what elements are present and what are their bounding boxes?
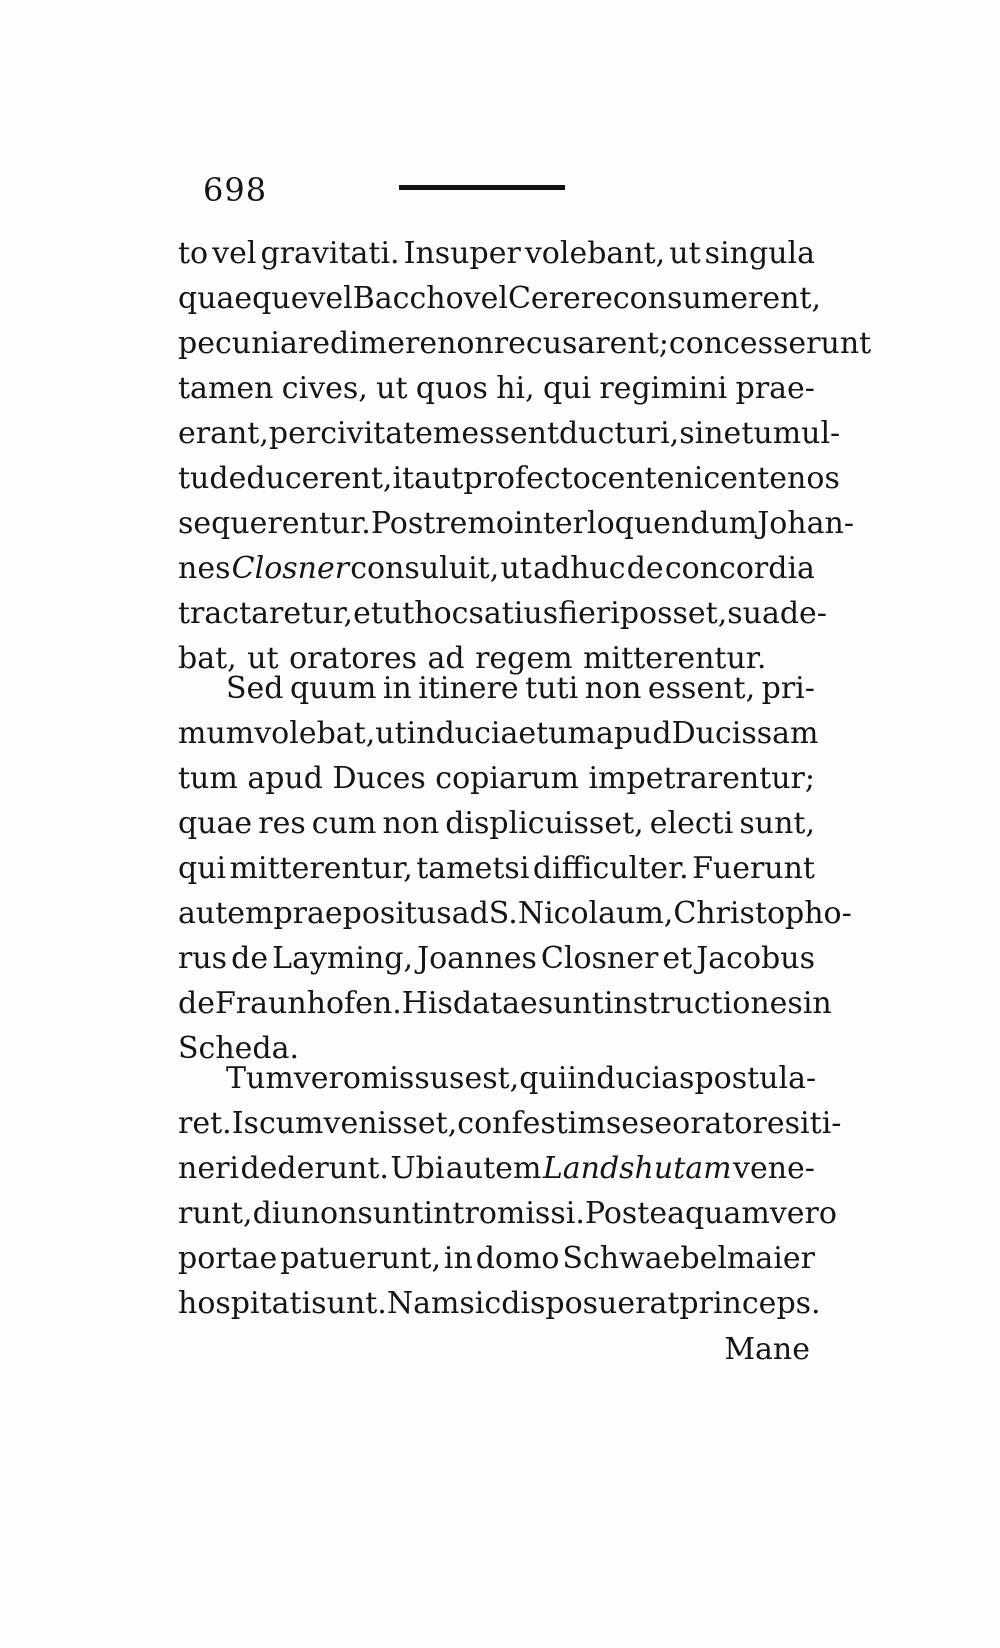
paragraph-line <box>178 321 872 366</box>
paragraph-line <box>178 276 821 321</box>
word: copiarum <box>435 761 579 796</box>
word: ut <box>376 371 408 406</box>
word: quum <box>290 671 377 706</box>
word: adhuc <box>533 551 626 586</box>
paragraph-line <box>178 1281 821 1326</box>
word: Ducissam <box>671 716 819 751</box>
word: singula <box>704 236 815 271</box>
word: in <box>802 986 832 1021</box>
word: de <box>231 941 269 976</box>
word: intromissi. <box>423 1196 585 1231</box>
word: vel <box>463 281 508 316</box>
word: volebant, <box>524 236 666 271</box>
word: apud <box>247 761 323 796</box>
word: sunt. <box>311 1286 387 1321</box>
word: et <box>662 941 693 976</box>
paragraph-line <box>178 1056 815 1101</box>
word: ita <box>392 461 432 496</box>
word: confestim <box>457 1106 606 1141</box>
word: cives, <box>281 371 368 406</box>
word: prae- <box>735 371 815 406</box>
word: datae <box>452 986 538 1021</box>
word: satius <box>468 596 559 631</box>
word: Christopho- <box>673 896 852 931</box>
word: profecto <box>463 461 591 496</box>
word: de <box>178 986 215 1021</box>
word: concordia <box>664 551 815 586</box>
word: gravitati. <box>260 236 400 271</box>
word: autem <box>445 1151 542 1186</box>
word: instructiones <box>603 986 803 1021</box>
word: Layming, <box>272 941 414 976</box>
catchword: Mane <box>724 1332 810 1367</box>
paragraph-line <box>178 666 815 711</box>
word: Joannes <box>417 941 537 976</box>
word: Schwaebelmaier <box>562 1241 815 1276</box>
word: pecunia <box>178 326 298 361</box>
word: quaeque <box>178 281 309 316</box>
word: non <box>382 806 440 841</box>
word: mitterentur. <box>583 641 767 676</box>
word: tamen <box>178 371 274 406</box>
word: ut <box>500 551 532 586</box>
word: centeni <box>590 461 704 496</box>
word: cum <box>311 806 377 841</box>
word: dederunt. <box>240 1151 389 1186</box>
word: posset, <box>619 596 728 631</box>
word: est, <box>464 1061 520 1096</box>
word: disposuerat <box>501 1286 680 1321</box>
paragraph-line <box>178 231 815 276</box>
word: loquendum <box>586 506 758 541</box>
paragraph-line <box>178 801 815 846</box>
word: S. <box>488 896 518 931</box>
word: diu <box>252 1196 301 1231</box>
word: volebat, <box>254 716 376 751</box>
word: princeps. <box>679 1286 821 1321</box>
word: electi <box>649 806 734 841</box>
word: sine <box>679 416 742 451</box>
word: difficulter. <box>532 851 689 886</box>
paragraph-line <box>178 1191 837 1236</box>
paragraph-line <box>178 456 840 501</box>
header-rule <box>399 185 565 190</box>
word: apud <box>595 716 672 751</box>
word: ducturi, <box>559 416 680 451</box>
word: tumul- <box>741 416 841 451</box>
word: sequerentur. <box>178 506 371 541</box>
word: qui <box>178 851 227 886</box>
word: runt, <box>178 1196 253 1231</box>
word: Closner <box>540 941 659 976</box>
word: in <box>382 671 412 706</box>
word: tum <box>178 761 238 796</box>
paragraph-line <box>178 366 815 411</box>
paragraph-line <box>178 546 815 591</box>
word: ut <box>431 461 464 496</box>
word: suade- <box>727 596 827 631</box>
word: erant, <box>178 416 269 451</box>
word: nes <box>178 551 231 586</box>
word: Closner <box>231 551 350 586</box>
paragraph-3 <box>178 1056 842 1326</box>
word: qui <box>542 371 592 406</box>
word: Posteaquam <box>584 1196 770 1231</box>
word: redimere <box>297 326 438 361</box>
word: oratores <box>672 1106 801 1141</box>
word: qui <box>519 1061 568 1096</box>
word: neri <box>178 1151 240 1186</box>
paragraph-line <box>178 711 819 756</box>
word: et <box>353 596 383 631</box>
word: Johan- <box>757 506 854 541</box>
word: consumerent, <box>612 281 821 316</box>
word: essent, <box>647 671 756 706</box>
word: to <box>178 236 209 271</box>
word: Baccho <box>352 281 464 316</box>
word: vero <box>769 1196 837 1231</box>
word: displicuisset, <box>445 806 644 841</box>
word: missus <box>360 1061 465 1096</box>
word: quos <box>415 371 488 406</box>
word: iti- <box>800 1106 842 1141</box>
word: domo <box>475 1241 560 1276</box>
word: Cerere <box>507 281 613 316</box>
word: mum <box>178 716 255 751</box>
word: ut <box>669 236 701 271</box>
paragraph-line <box>178 1101 842 1146</box>
word: oratores <box>289 641 417 676</box>
word: hospitati <box>178 1286 312 1321</box>
word: Is <box>231 1106 259 1141</box>
word: Ubi <box>390 1151 445 1186</box>
word: res <box>258 806 306 841</box>
word: tu <box>178 461 210 496</box>
word: autem <box>178 896 274 931</box>
word: quae <box>178 806 253 841</box>
word: patuerunt, <box>280 1241 441 1276</box>
word: praepositus <box>273 896 452 931</box>
paragraph-line <box>178 1146 815 1191</box>
paragraph-line <box>178 936 815 981</box>
word: Insuper <box>403 236 521 271</box>
word: concesserunt <box>668 326 872 361</box>
page-number: 698 <box>203 171 268 209</box>
word: portae <box>178 1241 278 1276</box>
word: inter <box>513 506 587 541</box>
word: hi, <box>496 371 535 406</box>
paragraph-1 <box>178 231 872 681</box>
word: hoc <box>414 596 469 631</box>
word: postula- <box>694 1061 817 1096</box>
word: non <box>437 326 494 361</box>
word: de <box>626 551 664 586</box>
word: Fraunhofen. <box>214 986 402 1021</box>
paragraph-line <box>178 411 841 456</box>
word: ut <box>375 716 407 751</box>
word: Fuerunt <box>692 851 815 886</box>
word: recusarent; <box>493 326 669 361</box>
paragraph-line <box>178 846 815 891</box>
word: ad <box>451 896 489 931</box>
word: vero <box>293 1061 361 1096</box>
word: bat, <box>178 641 237 676</box>
word: essent <box>461 416 560 451</box>
word: cum <box>258 1106 324 1141</box>
word: sunt <box>537 986 604 1021</box>
word: rus <box>178 941 228 976</box>
word: per <box>268 416 321 451</box>
word: deducerent, <box>209 461 393 496</box>
word: non <box>300 1196 358 1231</box>
word: Nam <box>386 1286 460 1321</box>
word: Nicolaum, <box>517 896 674 931</box>
word: induciae <box>406 716 537 751</box>
word: mitterentur, <box>229 851 413 886</box>
word: venisset, <box>323 1106 458 1141</box>
word: Postremo <box>370 506 514 541</box>
word: non <box>584 671 642 706</box>
word: fieri <box>558 596 620 631</box>
paragraph-2 <box>178 666 852 1071</box>
paragraph-line <box>178 591 827 636</box>
word: vene- <box>733 1151 815 1186</box>
word: pri- <box>761 671 815 706</box>
word: Jacobus <box>696 941 815 976</box>
paragraph-line <box>178 981 832 1026</box>
word: Scheda. <box>178 1031 300 1066</box>
word: in <box>443 1241 473 1276</box>
word: vel <box>212 236 257 271</box>
word: centenos <box>703 461 840 496</box>
word: ret. <box>178 1106 232 1141</box>
word: Tum <box>226 1061 294 1096</box>
word: Duces <box>332 761 426 796</box>
word: ut <box>247 641 279 676</box>
word: sese <box>605 1106 673 1141</box>
word: regem <box>475 641 573 676</box>
paragraph-line <box>178 501 854 546</box>
word: civitatem <box>320 416 462 451</box>
word: regimini <box>599 371 728 406</box>
word: His <box>401 986 453 1021</box>
word: tuti <box>525 671 579 706</box>
paragraph-line <box>178 891 852 936</box>
word: sunt, <box>739 806 815 841</box>
word: tametsi <box>416 851 530 886</box>
word: ut <box>382 596 415 631</box>
word: sic <box>459 1286 502 1321</box>
word: sunt <box>357 1196 424 1231</box>
word: Sed <box>226 671 284 706</box>
word: inducias <box>567 1061 695 1096</box>
word: itinere <box>418 671 519 706</box>
word: vel <box>308 281 353 316</box>
word: impetrarentur; <box>588 761 815 796</box>
word: Landshutam <box>542 1151 732 1186</box>
word: tractaretur, <box>178 596 354 631</box>
paragraph-line <box>178 1236 815 1281</box>
word: consuluit, <box>350 551 500 586</box>
word: tum <box>536 716 596 751</box>
word: ad <box>427 641 465 676</box>
paragraph-line <box>178 756 815 801</box>
